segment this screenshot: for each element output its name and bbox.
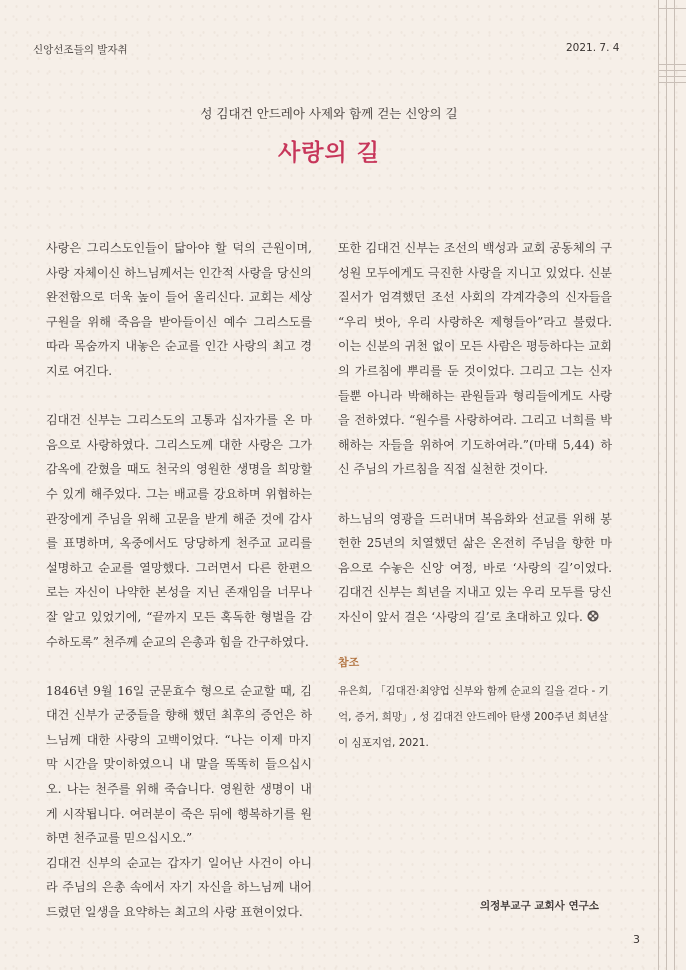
left-column: [46, 236, 312, 925]
paragraph: 또한 김대건 신부는 조선의 백성과 교회 공동체의 구성원 모두에게도 극진한 사랑을 지니고 있었다. 신분 질서가 엄격했던 조선 사회의 각계각층의 신자들을 “우리 벗아, 우리 사랑하온 제형들아”라고 불렀다. 이는 신분의 귀천 없이 모든 사람은 평등하다는 교회의 가르침에 뿌리를 둔 것이었다. 그리고 그는 신자들뿐 아니라 박해하는 관원들과 형리들에게도 사랑을 전하였다. “원수를 사랑하여라. 그리고 너희를 박해하는 자들을 위하여 기도하여라.”(마태 5,44) 하신 주님의 가르침을 직접 실천한 것이다.: [338, 241, 612, 477]
margin-tick-3: [658, 70, 686, 71]
paragraph: 사랑은 그리스도인들이 닮아야 할 덕의 근원이며, 사랑 자체이신 하느님께서는 인간적 사랑을 당신의 완전함으로 더욱 높이 들어 올리신다. 교회는 세상 구원을 위해 죽음을 받아들이신 예수 그리스도를 따라 목숨까지 내놓은 순교를 인간 사랑의 최고 경지로 여긴다.: [46, 241, 312, 378]
article-title: 사랑의 길: [278, 140, 380, 166]
paragraph: 김대건 신부는 그리스도의 고통과 십자가를 온 마음으로 사랑하였다. 그리스도께 대한 사랑은 그가 감옥에 갇혔을 때도 천국의 영원한 생명을 희망할 수 있게 해주었다. 그는 배교를 강요하며 위협하는 관장에게 주님을 위해 고문을 받게 해준 것에 감사를 표명하며, 옥중에서도 당당하게 천주교 교리를 설명하고 순교를 열망했다. 그러면서 다른 한편으로는 자신이 나약한 본성을 지닌 존재임을 너무나 잘 알고 있었기에, “끝까지 모든 혹독한 형벌을 감수하도록” 천주께 순교의 은총과 힘을 간구하였다.: [46, 413, 312, 649]
paragraph: [338, 507, 612, 630]
margin-rule-3: [674, 0, 675, 970]
margin-tick-1: [658, 8, 686, 9]
paragraph: 김대건 신부의 순교는 갑자기 일어난 사건이 아니라 주님의 은총 속에서 자기 자신을 하느님께 내어 드렸던 일생을 요약하는 최고의 사랑 표현이었다.: [46, 855, 312, 920]
reference-text: 유은희, 「김대건·최양업 신부와 함께 순교의 길을 걷다 - 기억, 증거, 희망」, 성 김대건 안드레아 탄생 200주년 희년살이 심포지엄, 2021.: [338, 684, 609, 749]
paragraph: 1846년 9월 16일 군문효수 형으로 순교할 때, 김대건 신부가 군중들을 향해 했던 최후의 증언은 하느님께 대한 사랑의 고백이었다. “나는 이제 마지막 시간을 맞이하였으니 내 말을 똑똑히 들으십시오. 나는 천주를 위해 죽습니다. 영원한 생명이 내게 시작됩니다. 여러분이 죽은 뒤에 행복하기를 원하면 천주교를 믿으십시오.”: [46, 683, 312, 846]
right-column: [338, 236, 612, 756]
margin-tick-5: [658, 82, 686, 83]
reference-heading: 참조: [338, 655, 360, 669]
margin-tick-2: [658, 64, 686, 65]
article-subtitle: 성 김대건 안드레아 사제와 함께 걷는 신앙의 길: [200, 106, 458, 121]
margin-rule-1: [658, 0, 659, 970]
paragraph-text: 하느님의 영광을 드러내며 복음화와 선교를 위해 봉헌한 25년의 치열했던 삶은 온전히 주님을 향한 마음으로 수놓은 신앙 여정, 바로 ‘사랑의 길’이었다. 김대건 신부는 희년을 지내고 있는 우리 모두를 당신 자신이 앞서 걸은 ‘사랑의 길’로 초대하고 있다.: [338, 511, 612, 624]
margin-tick-4: [658, 76, 686, 77]
section-header: 신앙선조들의 발자취: [33, 44, 128, 56]
margin-rule-2: [666, 0, 667, 970]
author-affiliation: 의정부교구 교회사 연구소: [480, 900, 599, 912]
page-number: 3: [633, 933, 640, 946]
flower-ornament-icon: [587, 610, 599, 622]
issue-date: 2021. 7. 4: [566, 42, 620, 54]
